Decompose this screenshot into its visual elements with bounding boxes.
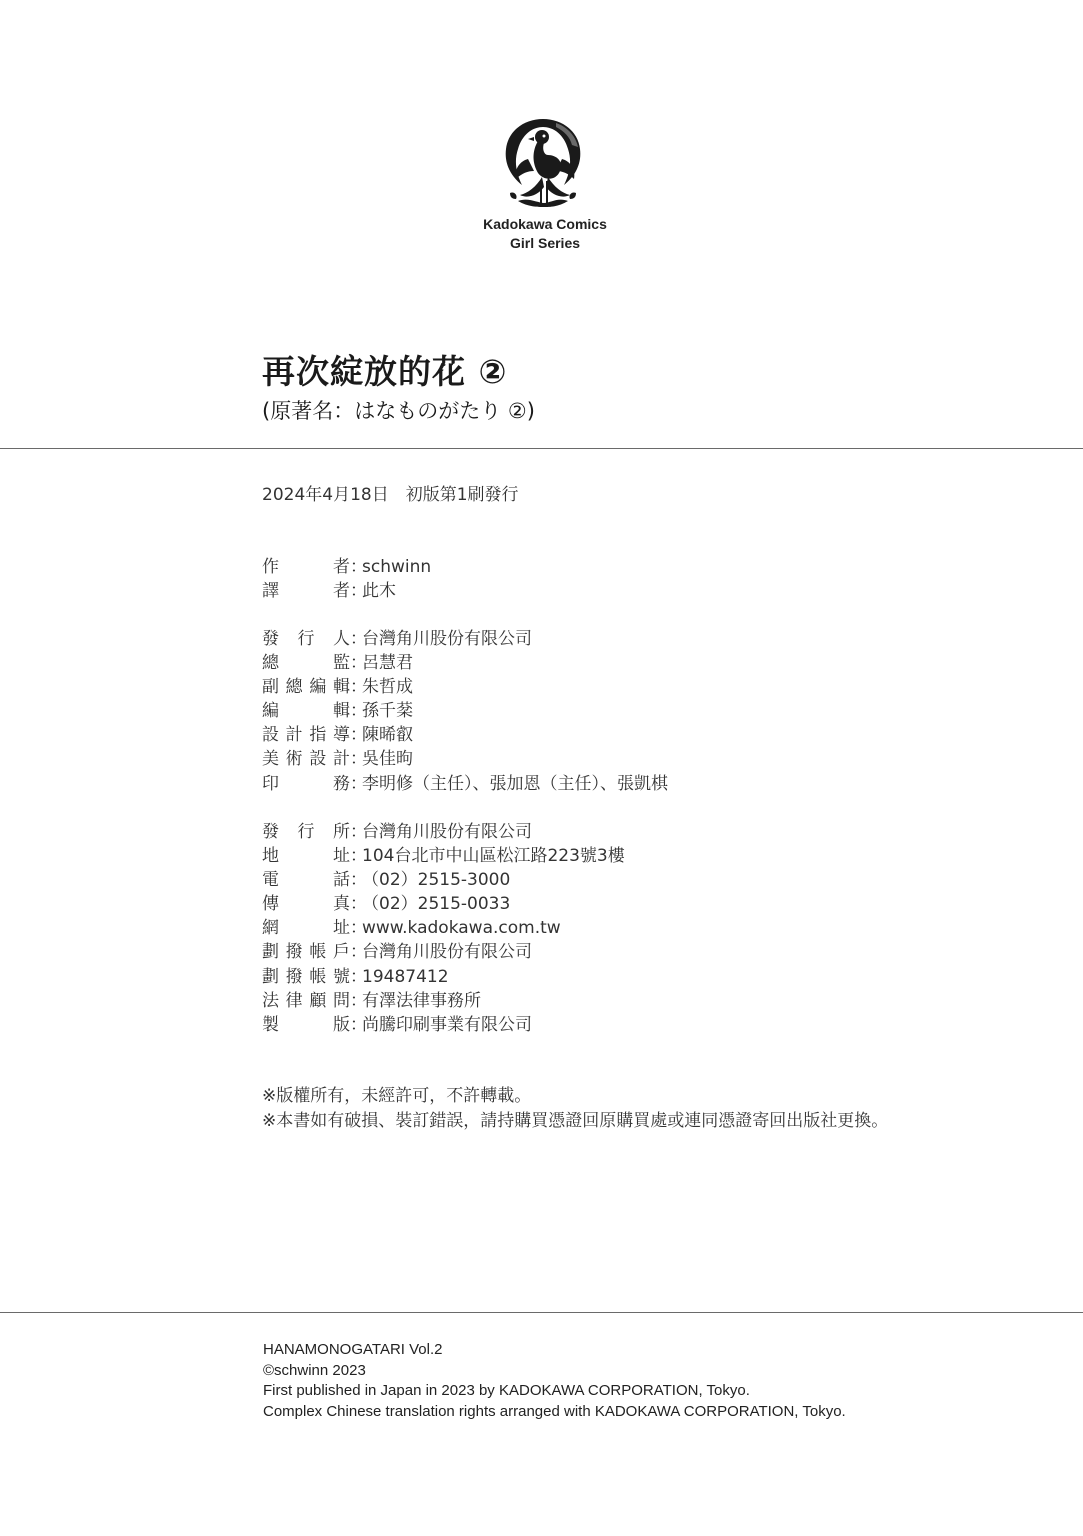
credit-value: 19487412 — [362, 966, 449, 987]
credit-row: 劃撥帳戶：台灣角川股份有限公司 — [262, 940, 625, 964]
credit-row: 發行人：台灣角川股份有限公司 — [262, 627, 668, 651]
credits-publisher — [262, 820, 625, 1037]
credit-value: 台灣角川股份有限公司 — [362, 822, 532, 842]
credit-value: 台灣角川股份有限公司 — [362, 629, 532, 649]
credit-label: 傳真 — [262, 894, 350, 915]
credit-label: 編輯 — [262, 701, 350, 722]
credit-label: 設計指導 — [262, 725, 350, 746]
rights-line: Complex Chinese translation rights arranged with KADOKAWA CORPORATION, Tokyo. — [263, 1402, 846, 1420]
imprint-series: Girl Series — [509, 235, 581, 251]
credit-label: 電話 — [262, 870, 350, 891]
credit-label: 譯者 — [262, 581, 350, 602]
credit-value: 陳晞叡 — [362, 725, 413, 746]
credit-value: 台灣角川股份有限公司 — [362, 942, 532, 963]
rights-line: ©schwinn 2023 — [263, 1361, 366, 1379]
credit-row: 譯者：此木 — [262, 579, 431, 603]
credit-row: 電話：（02）2515-3000 — [262, 868, 625, 892]
imprint-name: Kadokawa Comics — [483, 216, 607, 232]
credit-row: 發行所：台灣角川股份有限公司 — [262, 820, 625, 844]
credit-row: 傳真：（02）2515-0033 — [262, 892, 625, 916]
note-line: ※版權所有，未經許可，不許轉載。 — [262, 1086, 532, 1106]
original-title: (原著名：はなものがたり ②) — [262, 399, 535, 423]
credit-value: 104台北市中山區松江路223號3樓 — [362, 846, 625, 867]
divider-top — [0, 448, 1083, 449]
credit-label: 副總編輯 — [262, 677, 350, 698]
credit-label: 發行人 — [262, 629, 350, 649]
credit-label: 製版 — [262, 1014, 350, 1035]
copyright-notes — [262, 1084, 888, 1134]
credit-value: 吳佳昫 — [362, 749, 413, 770]
credit-value: 此木 — [362, 581, 396, 602]
credit-row: 美術設計：吳佳昫 — [262, 747, 668, 771]
credit-value: 孫千棻 — [362, 701, 413, 722]
credit-row: 作者：schwinn — [262, 555, 431, 579]
credits-authors — [262, 555, 431, 603]
credit-row: 編輯：孫千棻 — [262, 699, 668, 723]
credit-value: 有澤法律事務所 — [362, 990, 481, 1011]
rights-line: HANAMONOGATARI Vol.2 — [263, 1341, 443, 1358]
credit-value: www.kadokawa.com.tw — [362, 918, 561, 939]
credit-value: 朱哲成 — [362, 677, 413, 698]
divider-bottom — [0, 1312, 1083, 1313]
credit-value: schwinn — [362, 557, 432, 577]
credit-row: 製版：尚騰印刷事業有限公司 — [262, 1013, 625, 1037]
credit-row: 法律顧問：有澤法律事務所 — [262, 989, 625, 1013]
note-line: ※本書如有破損、裝訂錯誤，請持購買憑證回原購買處或連同憑證寄回出版社更換。 — [262, 1111, 889, 1131]
credit-label: 網址 — [262, 918, 350, 939]
credits-staff — [262, 627, 668, 796]
credit-value: 尚騰印刷事業有限公司 — [362, 1014, 532, 1035]
credit-row: 總監：呂慧君 — [262, 651, 668, 675]
credit-row: 劃撥帳號：19487412 — [262, 965, 625, 989]
credit-row: 副總編輯：朱哲成 — [262, 675, 668, 699]
credit-label: 美術設計 — [262, 749, 350, 770]
credit-value: （02）2515-3000 — [362, 870, 511, 891]
credit-label: 劃撥帳戶 — [262, 942, 350, 963]
credit-label: 劃撥帳號 — [262, 966, 350, 987]
credit-row: 地址：104台北市中山區松江路223號3樓 — [262, 844, 625, 868]
edition-date: 2024年4月18日 初版第1刷發行 — [262, 485, 519, 505]
credit-value: 呂慧君 — [362, 653, 413, 674]
credit-label: 地址 — [262, 846, 350, 867]
credit-label: 發行所 — [262, 822, 350, 842]
rights-block — [263, 1340, 846, 1422]
rights-line: First published in Japan in 2023 by KADOKAWA CORPORATION, Tokyo. — [263, 1382, 750, 1399]
credit-label: 總監 — [262, 653, 350, 674]
credit-label: 印務 — [262, 773, 350, 794]
credit-value: （02）2515-0033 — [362, 894, 511, 915]
credit-row: 設計指導：陳晞叡 — [262, 723, 668, 747]
credit-row: 網址：www.kadokawa.com.tw — [262, 916, 625, 940]
phoenix-emblem-icon — [498, 115, 588, 215]
credit-value: 李明修（主任）、張加恩（主任）、張凱棋 — [362, 773, 668, 794]
credit-label: 法律顧問 — [262, 990, 350, 1011]
credit-label: 作者 — [262, 557, 350, 577]
credit-row: 印務：李明修（主任）、張加恩（主任）、張凱棋 — [262, 772, 668, 796]
book-title: 再次綻放的花 ② — [262, 352, 508, 391]
